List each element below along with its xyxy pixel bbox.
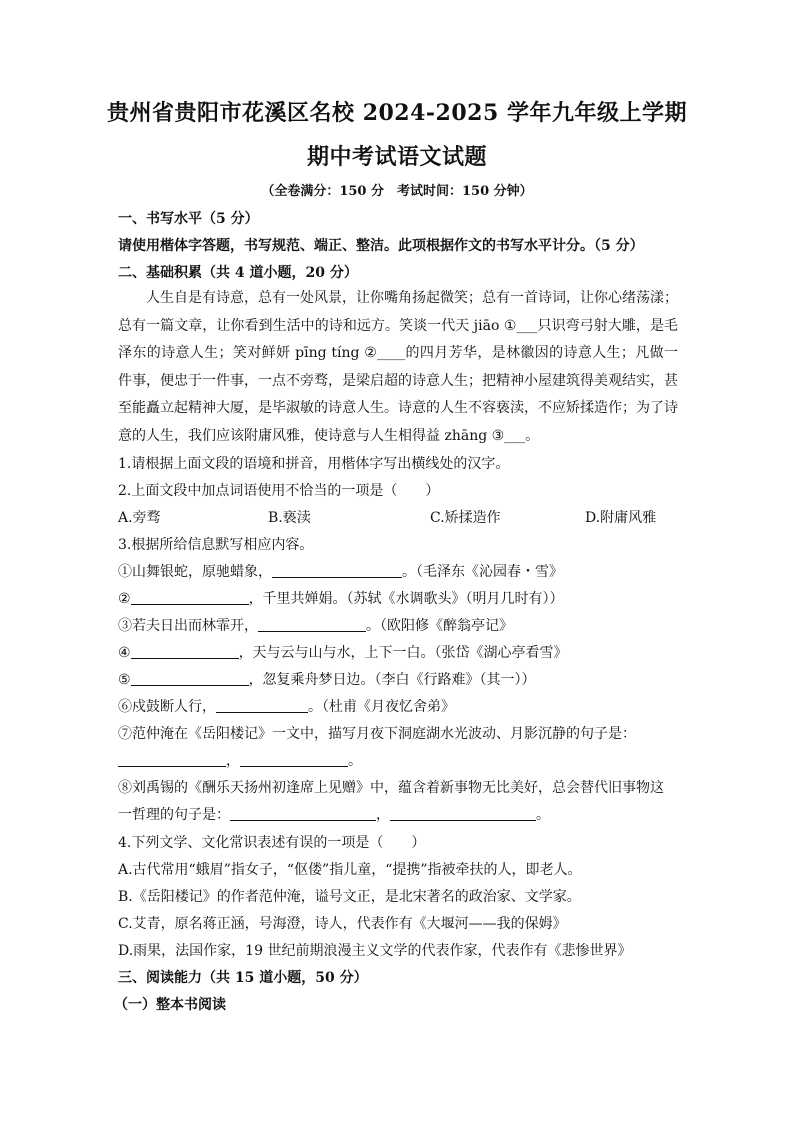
q3-item-7-end: 。: [348, 753, 362, 769]
q3-item-5-blank[interactable]: [131, 671, 249, 686]
q3-item-4-blank[interactable]: [131, 644, 239, 659]
q3-item-8-cont: 一哲理的句子是：: [118, 807, 230, 823]
q3-item-5-pre: ⑤: [118, 672, 131, 688]
q3-item-8-answer: [118, 804, 550, 824]
q2-option-b: B.亵渎: [268, 510, 311, 526]
question-4: 4.下列文学、文化常识表述有误的一项是（ ）: [118, 835, 426, 851]
exam-title-line1: 贵州省贵阳市花溪区名校 2024-2025 学年九年级上学期: [107, 100, 687, 126]
exam-meta: （全卷满分：150 分 考试时间：150 分钟）: [261, 184, 533, 199]
section3-heading: 三、阅读能力（共 15 道小题，50 分）: [118, 970, 368, 986]
q3-item-1-pre: ①山舞银蛇，原驰蜡象，: [118, 564, 272, 580]
q3-item-8-sep: ，: [376, 807, 390, 823]
q3-item-3-post: 。（欧阳修《醉翁亭记》: [366, 618, 513, 634]
q3-item-2-post: ，千里共婵娟。（苏轼《水调歌头》（明月几时有））: [248, 591, 564, 607]
q3-item-1: [118, 561, 563, 581]
reading-passage: 人生自是有诗意，总有一处风景，让你嘴角扬起微笑；总有一首诗词，让你心绪荡漾；总有一篇文章，让你看到生活中的诗和远方。笑谈一代天 jiāo ①___只识弯弓射大雕，是毛泽东的诗意人生；笑对鲜妍 pīng tíng ②____的四月芳华，是林徽因的诗意人生；凡做一件事，便忠于一件事，一点不旁骛，是梁启超的诗意人生；把精神小屋建筑得美观结实，甚至能矗立起精神大厦，是毕淑敏的诗意人生。诗意的人生不容亵渎，不应矫揉造作；为了诗意的人生，我们应该附庸风雅，使诗意与人生相得益 zhāng ③___。: [118, 290, 678, 444]
section1-instruction: 请使用楷体字答题，书写规范、端正、整洁。此项根据作文的书写水平计分。（5 分）: [118, 238, 644, 254]
q3-item-7-answer: [118, 750, 362, 770]
q3-item-6-post: 。（杜甫《月夜忆舍弟》: [308, 699, 455, 715]
question-1: 1.请根据上面文段的语境和拼音，用楷体字写出横线处的汉字。: [118, 456, 510, 472]
q2-option-a: A.旁骛: [118, 510, 161, 526]
q3-item-8-blank-2[interactable]: [390, 806, 536, 821]
exam-title-line2: 期中考试语文试题: [306, 144, 487, 170]
section3-sub-heading: （一）整本书阅读: [114, 997, 226, 1013]
q4-option-c: C.艾青，原名蒋正涵，号海澄，诗人，代表作有《大堰河——我的保姆》: [118, 916, 567, 932]
q3-item-7-sep: ，: [226, 753, 240, 769]
q3-item-8: ⑧刘禹锡的《酬乐天扬州初逢席上见赠》中，蕴含着新事物无比美好，总会替代旧事物这: [118, 780, 664, 796]
q3-item-1-blank[interactable]: [272, 563, 402, 578]
section2-heading: 二、基础积累（共 4 道小题，20 分）: [118, 265, 358, 281]
q3-item-6-pre: ⑥戍鼓断人行，: [118, 699, 216, 715]
q3-item-8-blank-1[interactable]: [230, 806, 376, 821]
q3-item-5: [118, 669, 536, 689]
q3-item-4: [118, 642, 568, 662]
q3-item-7-blank-2[interactable]: [240, 752, 348, 767]
q3-item-2: [118, 588, 564, 608]
section1-heading: 一、书写水平（5 分）: [118, 211, 259, 227]
q3-item-4-pre: ④: [118, 645, 131, 661]
q3-item-2-pre: ②: [118, 591, 131, 607]
q3-item-5-post: ，忽复乘舟梦日边。（李白《行路难》（其一））: [248, 672, 536, 688]
q3-item-6: [118, 696, 455, 716]
q3-item-7: ⑦范仲淹在《岳阳楼记》一文中，描写月夜下洞庭湖水光波动、月影沉静的句子是：: [118, 726, 636, 742]
q3-item-3-blank[interactable]: [258, 617, 366, 632]
q3-item-2-blank[interactable]: [131, 590, 249, 605]
question-3: 3.根据所给信息默写相应内容。: [118, 537, 314, 553]
q3-item-7-blank-1[interactable]: [118, 752, 226, 767]
q4-option-d: D.雨果，法国作家，19 世纪前期浪漫主义文学的代表作家，代表作有《悲惨世界》: [118, 943, 632, 959]
q3-item-4-post: ，天与云与山与水，上下一白。（张岱《湖心亭看雪》: [238, 645, 568, 661]
q2-option-c: C.矫揉造作: [430, 510, 501, 526]
q3-item-1-post: 。（毛泽东《沁园春・雪》: [402, 564, 563, 580]
q3-item-8-end: 。: [536, 807, 550, 823]
q4-option-b: B.《岳阳楼记》的作者范仲淹，谥号文正，是北宋著名的政治家、文学家。: [118, 889, 581, 905]
q3-item-3-pre: ③若夫日出而林霏开，: [118, 618, 258, 634]
q3-item-3: [118, 615, 513, 635]
q3-item-6-blank[interactable]: [216, 698, 308, 713]
q4-option-a: A.古代常用“蛾眉”指女子，“伛偻”指儿童，“提携”指被牵扶的人，即老人。: [118, 862, 582, 878]
q2-option-d: D.附庸风雅: [585, 510, 657, 526]
question-2: 2.上面文段中加点词语使用不恰当的一项是（ ）: [118, 483, 440, 499]
